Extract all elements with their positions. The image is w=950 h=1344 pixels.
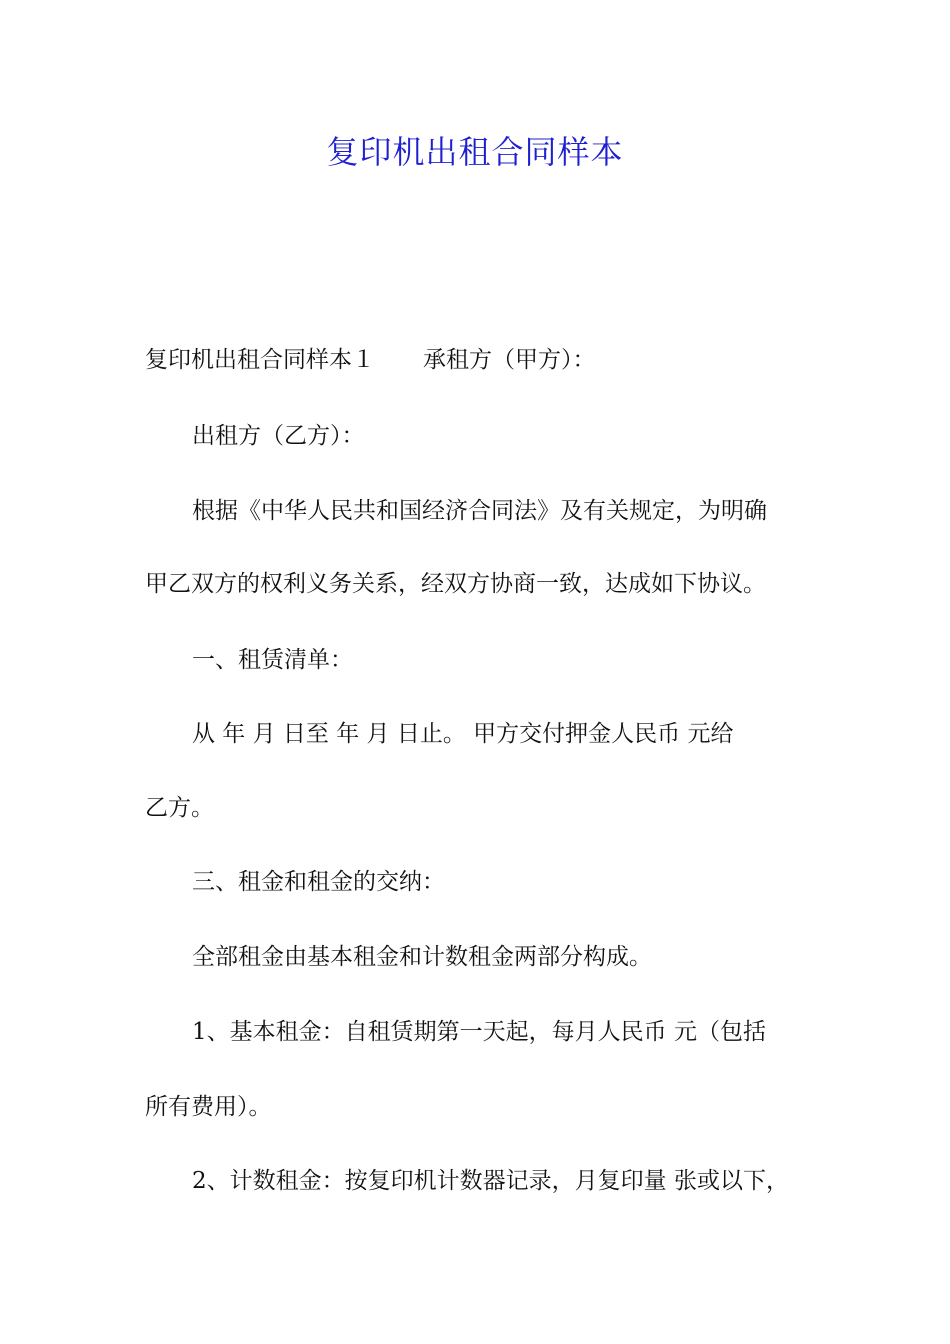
paragraph-line: 2、计数租金：按复印机计数器记录，月复印量 张或以下， bbox=[192, 1168, 789, 1194]
paragraph-line: 甲乙双方的权利义务关系，经双方协商一致，达成如下协议。 bbox=[145, 571, 766, 597]
lessee-label: 承租方（甲方）： bbox=[423, 347, 596, 373]
paragraph-line: 1、基本租金：自租赁期第一天起，每月人民币 元（包括 bbox=[192, 1019, 766, 1045]
paragraph-line: 乙方。 bbox=[145, 795, 214, 821]
paragraph-line: 根据《中华人民共和国经济合同法》及有关规定，为明确 bbox=[192, 498, 767, 524]
contract-sample-label: 复印机出租合同样本１ bbox=[145, 347, 375, 373]
lessor-line: 出租方（乙方）： bbox=[192, 423, 365, 449]
paragraph-line: 所有费用）。 bbox=[145, 1094, 272, 1120]
document-title: 复印机出租合同样本 bbox=[326, 133, 624, 171]
paragraph-line: 从 年 月 日至 年 月 日止。 甲方交付押金人民币 元给 bbox=[192, 721, 734, 747]
section-heading: 三、租金和租金的交纳： bbox=[192, 869, 445, 895]
paragraph-heading-line bbox=[145, 342, 596, 378]
paragraph-line: 全部租金由基本租金和计数租金两部分构成。 bbox=[192, 944, 652, 970]
section-heading: 一、租赁清单： bbox=[192, 647, 353, 673]
